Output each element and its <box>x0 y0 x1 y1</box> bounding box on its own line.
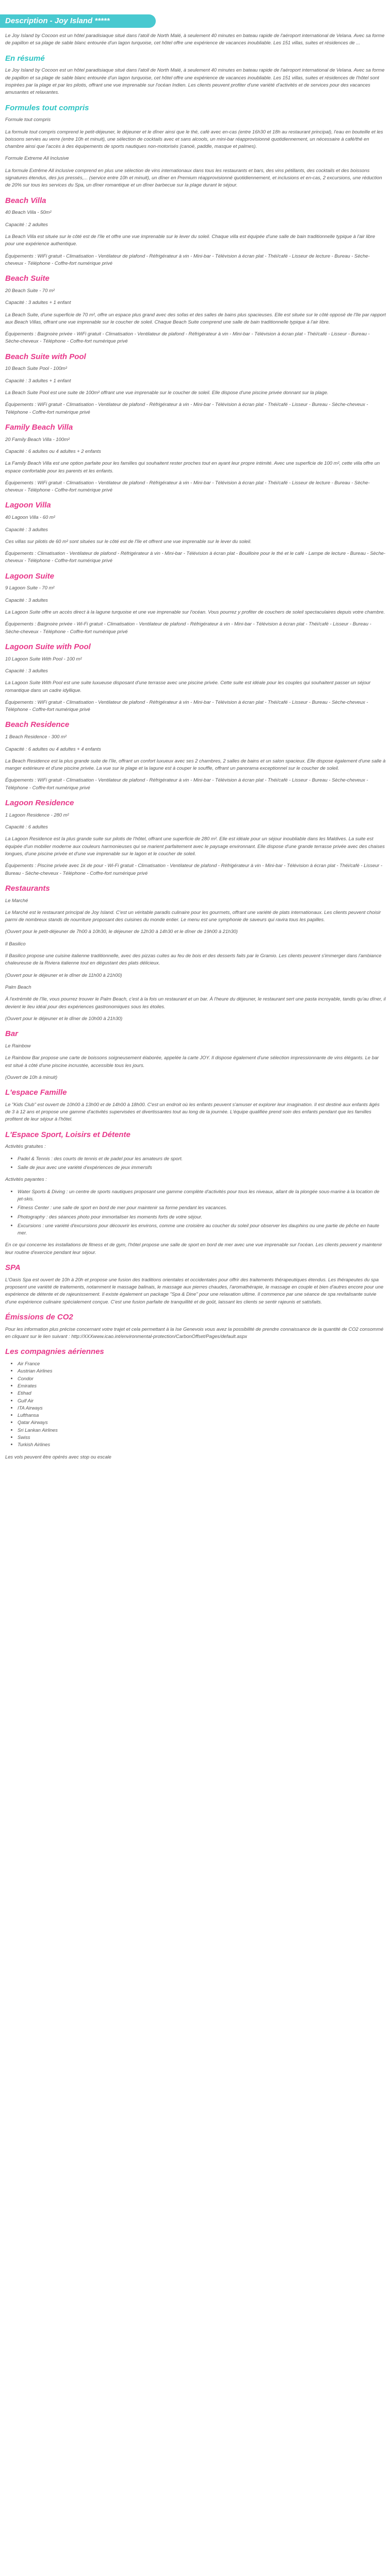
intro-paragraph: Le Joy Island by Cocoon est un hôtel paradisiaque situé dans l'atoll de North Malé, à seulement 40 minutes en bateau rapide de l'aéroport international de Velana. Avec sa forme de papillon et sa plage de sable blanc entourée d'un lagon turquoise, cet hôtel offre une expérience de vacances inoubliable. Les 151 villas, suites et résidences de ... <box>5 32 385 46</box>
section-title: SPA <box>5 1263 21 1273</box>
list-item: • Lufthansa <box>18 1412 386 1419</box>
section-lagoon-villa <box>5 501 386 564</box>
section-paragraph: Le "Kids Club" est ouvert de 10h00 à 13h00 et de 14h00 à 18h00. C'est un endroit où les enfants peuvent s'amuser et explorer leur imagination. Il est destiné aux enfants âgés de 3 à 12 ans et propose une gamme d'activités supervisées et divertissantes tout au long de la journée. L'équipe qualifiée prend soin des enfants pendant que les familles profitent de leur séjour à l'hôtel. <box>5 1101 380 1122</box>
section-paragraph: Activités gratuites : <box>5 1143 46 1149</box>
section-paragraph: Capacité : 3 adultes <box>5 668 48 673</box>
section-paragraph: Équipements : Piscine privée avec 1k de pour - Wi-Fi gratuit - Climatisation - Ventilateur de plafond - Réfrigérateur à vin - Mini-bar - Télévision à écran plat - Théi/café - Lisseur - Bureau - Sèche-cheveux - Téléphone - Coffre-fort numérique privé <box>5 862 383 876</box>
section-paragraph: La Family Beach Villa est une option parfaite pour les familles qui souhaitent rester proches tout en ayant leur propre intimité. Avec une superficie de 100 m², cette villa offre un espace confortable pour les parents et les enfants. <box>5 460 380 473</box>
section-title: Bar <box>5 1029 19 1039</box>
section-paragraph: 10 Beach Suite Pool - 100m² <box>5 365 67 371</box>
section-paragraph: En ce qui concerne les installations de fitness et de gym, l'hôtel propose une salle de sport en bord de mer avec une vue imprenable sur l'océan. Les clients peuvent y maintenir leur routine d'exercice pendant leur séjour. <box>5 1242 382 1255</box>
section-paragraph: Il Basilico <box>5 940 26 946</box>
list-item: • Photography : des séances photo pour immortaliser les moments forts de votre séjour. <box>18 1213 386 1221</box>
section-paragraph: Capacité : 3 adultes <box>5 526 48 532</box>
list-item: • Turkish Airlines <box>18 1441 386 1448</box>
section-paragraph: La Lagoon Residence est la plus grande suite sur pilotis de l'hôtel, offrant une superficie de 280 m². Elle est idéale pour un séjour inoubliable dans les Maldives. La suite est équipée d'un mobilier moderne aux couleurs harmonieuses qui se marient parfaitement avec le paysage environnant. Elle dispose d'une grande terrasse privée avec des chaises longues, d'une piscine privée et d'une vue imprenable sur le lagon et le coucher de soleil. <box>5 836 385 856</box>
section-paragraph: Il Basilico propose une cuisine italienne traditionnelle, avec des pizzas cuites au feu de bois et des desserts faits par le Gramio. Les clients peuvent s'immerger dans l'ambiance chaleureuse de la Riviera italienne tout en dégustant des plats délicieux. <box>5 953 382 966</box>
section-paragraph: (Ouvert de 10h à minuit) <box>5 1074 58 1080</box>
section-restaurants <box>5 884 386 1022</box>
section-paragraph: Capacité : 3 adultes + 1 enfant <box>5 299 71 306</box>
list-item: • Salle de jeux avec une variété d'expériences de jeux immersifs <box>18 1164 386 1171</box>
section-en-resume <box>5 54 386 96</box>
list-item: • Sri Lankan Airlines <box>18 1427 386 1434</box>
list-item: • Etihad <box>18 1389 386 1397</box>
section-paragraph: À l'extrémité de l'île, vous pourrez trouver le Palm Beach, c'est à la fois un restaurant et un bar. À l'heure du déjeuner, le restaurant sert une pasta incroyable, tandis qu'au dîner, il devient le lieu idéal pour des expériences gastronomiques sous les étoiles. <box>5 996 386 1009</box>
section-paragraph: La Lagoon Suite offre un accès direct à la lagune turquoise et une vue imprenable sur l'océan. Vous pourrez y profiter de couchers de soleil spectaculaires depuis votre chambre. <box>5 609 385 615</box>
section-paragraph: Le Rainbow Bar propose une carte de boissons soigneusement élaborée, appelée la carte JOY. Il dispose également d'une sélection impressionnante de vins élégants. Le bar est situé à côté d'une piscine incrustée, accessible tous les jours. <box>5 1055 379 1068</box>
section-paragraph: Capacité : 6 adultes ou 4 adultes + 2 enfants <box>5 448 101 454</box>
section-title: Lagoon Suite <box>5 571 54 581</box>
section-emissions-de-co2 <box>5 1313 386 1340</box>
section-paragraph: Capacité : 3 adultes + 1 enfant <box>5 377 71 383</box>
section-paragraph: 40 Beach Villa - 50m² <box>5 209 52 215</box>
section-paragraph: Équipements : WiFi gratuit - Climatisation - Ventilateur de plafond - Réfrigérateur à vin - Mini-bar - Télévision à écran plat - Théi/café - Lisseur de lecture - Bureau - Sèche-cheveux - Téléphone - Coffre-fort numérique privé <box>5 479 370 493</box>
section-paragraph: (Ouvert pour le déjeuner et le dîner de 11h00 à 21h00) <box>5 972 122 978</box>
section-paragraph: La Lagoon Suite With Pool est une suite luxueuse disposant d'une terrasse avec une piscine privée. Cette suite est idéale pour les couples qui souhaitent passer un séjour romantique dans un cadre idyllique. <box>5 680 371 693</box>
section-paragraph: (Ouvert pour le déjeuner et le dîner de 10h00 à 21h30) <box>5 1015 123 1021</box>
list-item: • ITA Airways <box>18 1404 386 1412</box>
section-paragraph: Équipements : WiFi gratuit - Climatisation - Ventilateur de plafond - Réfrigérateur à vin - Mini-bar - Télévision à écran plat - Théi/café - Lisseur de lecture - Bureau - Sèche-cheveux - Téléphone - Coffre-fort numérique privé <box>5 252 370 266</box>
list-item: • Fitness Center : une salle de sport en bord de mer pour maintenir sa forme pendant les vacances. <box>18 1204 386 1211</box>
section-lagoon-suite <box>5 572 386 635</box>
section-paragraph: Le Marché <box>5 897 28 903</box>
section-title: Beach Villa <box>5 196 46 205</box>
list-item: • Water Sports & Diving : un centre de sports nautiques proposant une gamme complète d'activités pour tous les niveaux, allant de la plongée sous-marine à la location de jet-skis. <box>18 1188 386 1203</box>
section-title: Lagoon Suite with Pool <box>5 642 91 651</box>
list-item: • Austrian Airlines <box>18 1367 386 1375</box>
section-l-espace-famille <box>5 1088 386 1123</box>
section-paragraph: 9 Lagoon Suite - 70 m² <box>5 585 55 591</box>
section-title: Émissions de CO2 <box>5 1312 73 1321</box>
section-paragraph: Capacité : 3 adultes <box>5 597 48 603</box>
section-paragraph: Formule tout compris <box>5 116 51 123</box>
section-paragraph: La Beach Villa est située sur le côté est de l'île et offre une vue imprenable sur le lever du soleil. Chaque villa est équipée d'une salle de bain traditionnelle typique à l'air libre pour une expérience authentique. <box>5 233 376 247</box>
section-paragraph: Équipements : Baignoire privée - WiFi gratuit - Climatisation - Ventilateur de plafond - Réfrigérateur à vin - Mini-bar - Télévision à écran plat - Théi/café - Lisseur - Bureau - Sèche-cheveux - Téléphone - Coffre-fort numérique privé <box>5 331 370 344</box>
section-paragraph: La Beach Residence est la plus grande suite de l'île, offrant un confort luxueux avec ses 2 chambres, 2 salles de bains et un salon spacieux. Elle dispose également d'une salle à manger extérieure et d'une piscine privée. La vue sur le plage et la lagune est à couper le souffle, offrant un panorama exceptionnel sur le coucher de soleil. <box>5 757 386 771</box>
section-title: Family Beach Villa <box>5 422 73 432</box>
section-title: Beach Suite with Pool <box>5 352 86 361</box>
list-item: • Condor <box>18 1375 386 1382</box>
section-beach-residence <box>5 720 386 791</box>
section-paragraph: La formule tout compris comprend le petit-déjeuner, le déjeuner et le dîner ainsi que le thé, café avec en-cas (entre 16h30 et 18h au restaurant principal), l'eau en bouteille et les boissons servies au verre (entre 10h et minuit), une sélection de cocktails avec et sans alcools, un mini-bar réapprovisionné quotidiennement, un nécessaire à café/thé en chambre ainsi que l'accès à des équipements de sports nautiques non-motorisés (canoë, paddle, masque et palmes). <box>5 128 383 149</box>
section-paragraph: La Beach Suite Pool est une suite de 100m² offrant une vue imprenable sur le coucher de soleil. Elle dispose d'une piscine privée donnant sur la plage. <box>5 389 329 396</box>
section-paragraph: Équipements : WiFi gratuit - Climatisation - Ventilateur de plafond - Réfrigérateur à vin - Mini-bar - Télévision à écran plat - Théi/café - Lisseur - Bureau - Sèche-cheveux - Téléphone - Coffre-fort numérique privé <box>5 777 368 790</box>
section-paragraph: L'Oasis Spa est ouvert de 10h à 20h et propose une fusion des traditions orientales et occidentales pour offrir des traitements thérapeutiques étendus. Les thérapeutes du spa proposent une variété de traitements, notamment le massage balinais, le massage aux pierres chaudes, l'aromathérapie, le massage en couple et bien d'autres encore pour une expérience de détente et de rajeunissement. Il existe également un package "Spa & Dine" pour une relaxation ultime. Il commence par une séance de spa revitalisante suivie d'une expérience culinaire spécialement conçue. C'est une fusion parfaite de tranquillité et de goût, laissant les clients se sentir rajeunis et satisfaits. <box>5 1276 384 1304</box>
airline-list <box>5 1360 386 1449</box>
section-title: Formules tout compris <box>5 103 89 112</box>
section-paragraph: Équipements : Baignoire privée - Wi-Fi gratuit - Climatisation - Ventilateur de plafond - Réfrigérateur à vin - Mini-bar - Télévision à écran plat - Théi/café - Lisseur - Bureau - Sèche-cheveux - Téléphone - Coffre-fort numérique privé <box>5 621 371 634</box>
section-bar <box>5 1029 386 1081</box>
section-paragraph: Équipements : WiFi gratuit - Climatisation - Ventilateur de plafond - Réfrigérateur à vin - Mini-bar - Télévision à écran plat - Théi/café - Lisseur - Bureau - Sèche-cheveux - Téléphone - Coffre-fort numérique privé <box>5 699 368 713</box>
section-beach-suite <box>5 274 386 345</box>
section-paragraph: Pour les information plus précise concernant votre trajet et cela permettant à la Ise Genevois vous avez la possibilité de prendre connaissance de la quantité de CO2 consommé en cliquant sur le lien suivant : http://XXXwww.icao.int/environmental-protection/CarbonOffset/Pages/default.aspx <box>5 1326 384 1340</box>
section-paragraph: 20 Beach Suite - 70 m² <box>5 287 55 293</box>
section-paragraph: Le Marché est le restaurant principal de Joy Island. C'est un véritable paradis culinaire pour les gourmets, offrant une variété de plats internationaux. Les clients peuvent choisir parmi de nombreux stands de nourriture proposant des cuisines du monde entier. Le menu est une symphonie de saveurs qui ravira tous les papilles. <box>5 909 381 923</box>
section-family-beach-villa <box>5 423 386 494</box>
list-item: • Gulf Air <box>18 1397 386 1404</box>
section-title: Beach Suite <box>5 274 50 283</box>
section-paragraph: Le Rainbow <box>5 1042 31 1048</box>
list-item: • Qatar Airways <box>18 1419 386 1426</box>
section-paragraph: 40 Lagoon Villa - 60 m² <box>5 514 55 520</box>
section-title: Lagoon Villa <box>5 501 51 510</box>
section-lagoon-residence <box>5 799 386 877</box>
section-l-espace-sport-loisirs-et-detente <box>5 1130 386 1256</box>
section-paragraph: 1 Lagoon Residence - 280 m² <box>5 811 69 818</box>
section-title: Les compagnies aériennes <box>5 1347 104 1357</box>
section-paragraph: 1 Beach Residence - 300 m² <box>5 734 67 740</box>
section-paragraph: Équipements : Climatisation - Ventilateur de plafond - Réfrigérateur à vin - Mini-bar - Télévision à écran plat - Bouilloire pour le thé et le café - Lampe de lecture - Bureau - Sèche-cheveux - Téléphone - Coffre-fort numérique privé <box>5 550 385 564</box>
section-les-compagnies-aeriennes <box>5 1347 386 1461</box>
page-title: Description - Joy Island ***** <box>5 16 110 25</box>
section-paragraph: 20 Family Beach Villa - 100m² <box>5 436 70 442</box>
sections-container <box>5 54 386 1461</box>
section-paragraph: Capacité : 6 adultes ou 4 adultes + 4 enfants <box>5 745 101 752</box>
list-item: • Swiss <box>18 1434 386 1441</box>
page-title-banner <box>0 14 156 28</box>
section-paragraph: Le Joy Island by Cocoon est un hôtel paradisiaque situé dans l'atoll de North Malé, à seulement 40 minutes en bateau rapide de l'aéroport international de Velana. Avec sa forme de papillon et sa plage de sable blanc entourée d'un lagon turquoise, cet hôtel offre une expérience de vacances inoubliable. Les 151 villas, suites et résidences de l'hôtel sont inspirées par la plage et par les pilotis, offrant une vue imprenable sur l'océan Indien. Les clients peuvent profiter d'une variété d'activités et de services pour des vacances amusantes et relaxantes. <box>5 67 385 95</box>
section-title: En résumé <box>5 54 45 63</box>
section-title: L'Espace Sport, Loisirs et Détente <box>5 1130 131 1139</box>
section-paragraph: La formule Extrême All inclusive comprend en plus une sélection de vins internationaux dans tous les restaurants et bars, des vins pétillants, des cocktails et des boissons signatures étendus, des jus pressés,... (service entre 10h et minuit), un dîner en Premium réapprovisionné quotidiennement, et inclusions et en-cas, 2 excursions, une réduction de 20% sur tous les services du Spa, un dîner romantique et un dîner barbecue sur la plage durant le séjour. <box>5 167 382 188</box>
section-title: Restaurants <box>5 884 50 893</box>
section-beach-suite-with-pool <box>5 352 386 416</box>
section-paragraph: Palm Beach <box>5 984 31 990</box>
content <box>0 32 391 1461</box>
section-paragraph: Ces villas sur pilotis de 60 m² sont situées sur le côté est de l'île et offrent une vue imprenable sur le lever du soleil. <box>5 538 252 544</box>
section-paragraph: La Beach Suite, d'une superficie de 70 m², offre un espace plus grand avec des sofas et des salles de bains plus spacieuses. Elle est située sur le côté opposé de l'île par rapport aux Beach Villas, offrant une vue imprenable sur le coucher de soleil. Chaque Beach Suite comprend une salle de bain traditionnelle typique à l'air libre. <box>5 311 386 325</box>
list-item: • Padel & Tennis : des courts de tennis et de padel pour les amateurs de sport. <box>18 1155 386 1162</box>
section-paragraph: Capacité : 6 adultes <box>5 824 48 830</box>
section-paragraph: (Ouvert pour le petit-déjeuner de 7h00 à 10h30, le déjeuner de 12h30 à 14h30 et le dîner de 19h00 à 21h30) <box>5 928 238 935</box>
section-title: Beach Residence <box>5 720 70 730</box>
section-paragraph: Capacité : 2 adultes <box>5 221 48 227</box>
list-item: • Emirates <box>18 1382 386 1389</box>
section-paragraph: Activités payantes : <box>5 1176 47 1182</box>
section-spa <box>5 1263 386 1306</box>
bullet-list <box>5 1188 386 1237</box>
list-item: • Excursions : une variété d'excursions pour découvrir les environs, comme une croisière au coucher du soleil pour observer les dauphins ou une partie de pêche en haute mer. <box>18 1222 386 1237</box>
bullet-list <box>5 1155 386 1172</box>
section-beach-villa <box>5 196 386 267</box>
section-formules-tout-compris <box>5 104 386 189</box>
section-lagoon-suite-with-pool <box>5 642 386 714</box>
section-paragraph: 10 Lagoon Suite With Pool - 100 m² <box>5 655 82 662</box>
list-item: • Air France <box>18 1360 386 1367</box>
section-paragraph: Équipements : WiFi gratuit - Climatisation - Ventilateur de plafond - Réfrigérateur à vin - Mini-bar - Télévision à écran plat - Théi/café - Lisseur - Bureau - Sèche-cheveux - Téléphone - Coffre-fort numérique privé <box>5 401 368 415</box>
section-title: L'espace Famille <box>5 1088 67 1097</box>
section-paragraph: Les vols peuvent être opérés avec stop ou escale <box>5 1453 111 1460</box>
section-paragraph: Formule Extreme All Inclusive <box>5 155 69 161</box>
section-title: Lagoon Residence <box>5 799 74 808</box>
